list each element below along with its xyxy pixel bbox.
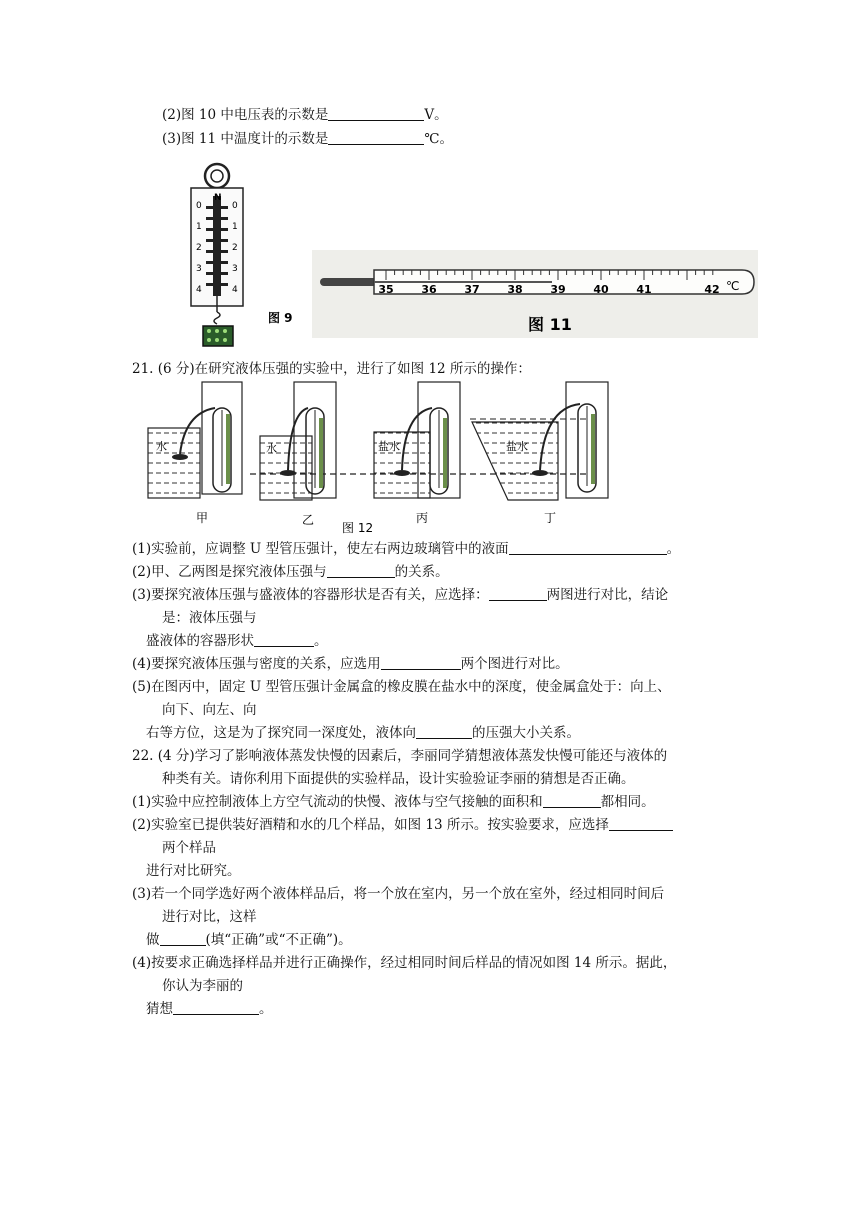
tick-left-4: 4 <box>196 285 202 295</box>
label-ding-liquid: 盐水 <box>506 440 528 453</box>
q22-part3-blank[interactable] <box>160 931 206 946</box>
panel-bing <box>374 382 460 498</box>
q21-part3 <box>132 586 668 604</box>
panel-ding <box>472 382 608 500</box>
q3-unit: ℃。 <box>424 131 453 147</box>
q22-part2-line3: 进行对比研究。 <box>146 863 241 879</box>
tick-left-2: 2 <box>196 243 202 253</box>
tick-right-0: 0 <box>232 201 238 211</box>
q21-part3-line2: 是：液体压强与 <box>162 610 257 626</box>
thermo-label-42: 42 <box>704 283 720 296</box>
q21-part3-blank-2[interactable] <box>254 632 314 647</box>
panel-yi <box>260 382 336 500</box>
q22-part4-blank[interactable] <box>173 1000 259 1015</box>
tick-left-1: 1 <box>196 222 202 232</box>
q21-part5-line3-end: 的压强大小关系。 <box>472 725 580 741</box>
figure-9-spring-scale <box>186 160 306 350</box>
thermo-label-41: 41 <box>636 283 652 296</box>
figure-11-caption: 图 11 <box>528 315 572 334</box>
scale-weight <box>203 326 233 346</box>
q22-part3-line1: (3)若一个同学选好两个液体样品后，将一个放在室内，另一个放在室外，经过相同时间后 <box>132 886 665 902</box>
thermometer-bulb <box>320 278 380 286</box>
q22-part1-text: (1)实验中应控制液体上方空气流动的快慢、液体与空气接触的面积和 <box>132 794 543 810</box>
q22-part4-line1: (4)按要求正确选择样品并进行正确操作，经过相同时间后样品的情况如图 14 所示。据此， <box>132 955 677 971</box>
container-ding <box>472 422 558 500</box>
panel-name-bing: 丙 <box>416 511 429 525</box>
q21-part4-text: (4)要探究液体压强与密度的关系，应选用 <box>132 656 381 672</box>
q22-part3-line2: 进行对比，这样 <box>162 909 257 925</box>
tick-left-0: 0 <box>196 201 202 211</box>
q2-answer-blank[interactable] <box>328 106 424 121</box>
q21-part1-text: (1)实验前，应调整 U 型管压强计，使左右两边玻璃管中的液面 <box>132 541 509 557</box>
figure-9-caption: 图 9 <box>268 311 293 325</box>
q21-part5-line1: (5)在图丙中，固定 U 型管压强计金属盒的橡皮膜在盐水中的深度，使金属盒处于：向上、 <box>132 679 671 695</box>
label-bing-liquid: 盐水 <box>378 440 400 453</box>
scale-ring-icon <box>205 164 229 188</box>
q21-stem: 21. (6 分)在研究液体压强的实验中，进行了如图 12 所示的操作： <box>132 361 531 377</box>
q21-part5-line3-text: 右等方位，这是为了探究同一深度处，液体向 <box>146 725 416 741</box>
q22-part3-line3-end: (填“正确”或“不正确”)。 <box>205 932 352 948</box>
q21-part4-end: 两个图进行对比。 <box>460 656 569 672</box>
panel-name-jia: 甲 <box>196 511 209 525</box>
q3-line <box>162 130 453 148</box>
panel-name-ding: 丁 <box>544 511 557 525</box>
q21-part2-text: (2)甲、乙两图是探究液体压强与 <box>132 564 327 580</box>
thermo-label-35: 35 <box>378 283 394 296</box>
q21-part4-blank[interactable] <box>381 655 461 670</box>
q22-part4-line2: 你认为李丽的 <box>162 978 243 994</box>
q21-part3-text-2: 两图进行对比，结论 <box>546 587 669 603</box>
label-yi-liquid: 水 <box>266 442 277 455</box>
q21-part1-blank[interactable] <box>509 540 667 555</box>
q21-part5-blank[interactable] <box>416 724 472 739</box>
scale-unit: N <box>214 193 222 203</box>
thermo-label-40: 40 <box>593 283 609 296</box>
q21-part3-blank-1[interactable] <box>489 586 547 601</box>
q22-part4-line3-text: 猜想 <box>146 1001 173 1017</box>
q21-part2-blank[interactable] <box>327 563 395 578</box>
q21-part5-line2: 向下、向左、向 <box>162 702 257 718</box>
q21-part1 <box>132 540 680 558</box>
thermo-label-39: 39 <box>550 283 566 296</box>
tick-left-3: 3 <box>196 264 202 274</box>
label-jia-liquid: 水 <box>156 440 167 453</box>
q21-part3-line3-end: 。 <box>314 633 328 649</box>
q22-part4-line3-end: 。 <box>259 1001 273 1017</box>
thermo-label-37: 37 <box>464 283 480 296</box>
q22-part2-text: (2)实验室已提供装好酒精和水的几个样品，如图 13 所示。按实验要求，应选择 <box>132 817 609 833</box>
q21-part4 <box>132 655 569 673</box>
tick-right-1: 1 <box>232 222 238 232</box>
thermo-label-36: 36 <box>421 283 437 296</box>
q21-part5-line3 <box>146 724 580 742</box>
q21-part1-end: 。 <box>666 541 681 557</box>
tick-right-2: 2 <box>232 243 238 253</box>
q3-answer-blank[interactable] <box>328 130 424 145</box>
q22-part1 <box>132 793 655 811</box>
q2-text: (2)图 10 中电压表的示数是 <box>162 107 329 123</box>
q22-part1-blank[interactable] <box>543 793 601 808</box>
q22-part2-line2: 两个样品 <box>162 840 216 856</box>
q2-unit: V。 <box>424 107 448 123</box>
q22-part3-line3-text: 做 <box>146 932 160 948</box>
thermo-unit: ℃ <box>726 279 740 293</box>
container-jia <box>148 428 200 498</box>
q2-line <box>162 106 448 124</box>
tick-right-4: 4 <box>232 285 238 295</box>
q22-part4-line3 <box>146 1000 273 1018</box>
q22-part2-blank[interactable] <box>609 816 673 831</box>
panel-name-yi: 乙 <box>302 513 315 527</box>
q22-part1-end: 都相同。 <box>600 794 655 810</box>
panel-jia <box>148 382 242 498</box>
figure-12-caption: 图 12 <box>342 521 374 535</box>
q22-stem-line2: 种类有关。请你利用下面提供的实验样品，设计实验验证李丽的猜想是否正确。 <box>162 771 635 787</box>
figure-11-thermometer <box>312 250 758 338</box>
q21-part3-line3 <box>146 632 328 650</box>
q22-part3-line3 <box>146 931 352 949</box>
q21-part3-text: (3)要探究液体压强与盛液体的容器形状是否有关，应选择： <box>132 587 489 603</box>
q21-part3-line3-text: 盛液体的容器形状 <box>146 633 254 649</box>
q22-stem-line1: 22. (4 分)学习了影响液体蒸发快慢的因素后，李丽同学猜想液体蒸发快慢可能还与液体的 <box>132 748 668 764</box>
q22-part2 <box>132 816 673 834</box>
figure-12-pressure-experiments <box>140 378 610 538</box>
tick-right-3: 3 <box>232 264 238 274</box>
q21-part2 <box>132 563 449 581</box>
q21-part2-end: 的关系。 <box>394 564 449 580</box>
thermo-label-38: 38 <box>507 283 523 296</box>
q3-text: (3)图 11 中温度计的示数是 <box>162 131 329 147</box>
